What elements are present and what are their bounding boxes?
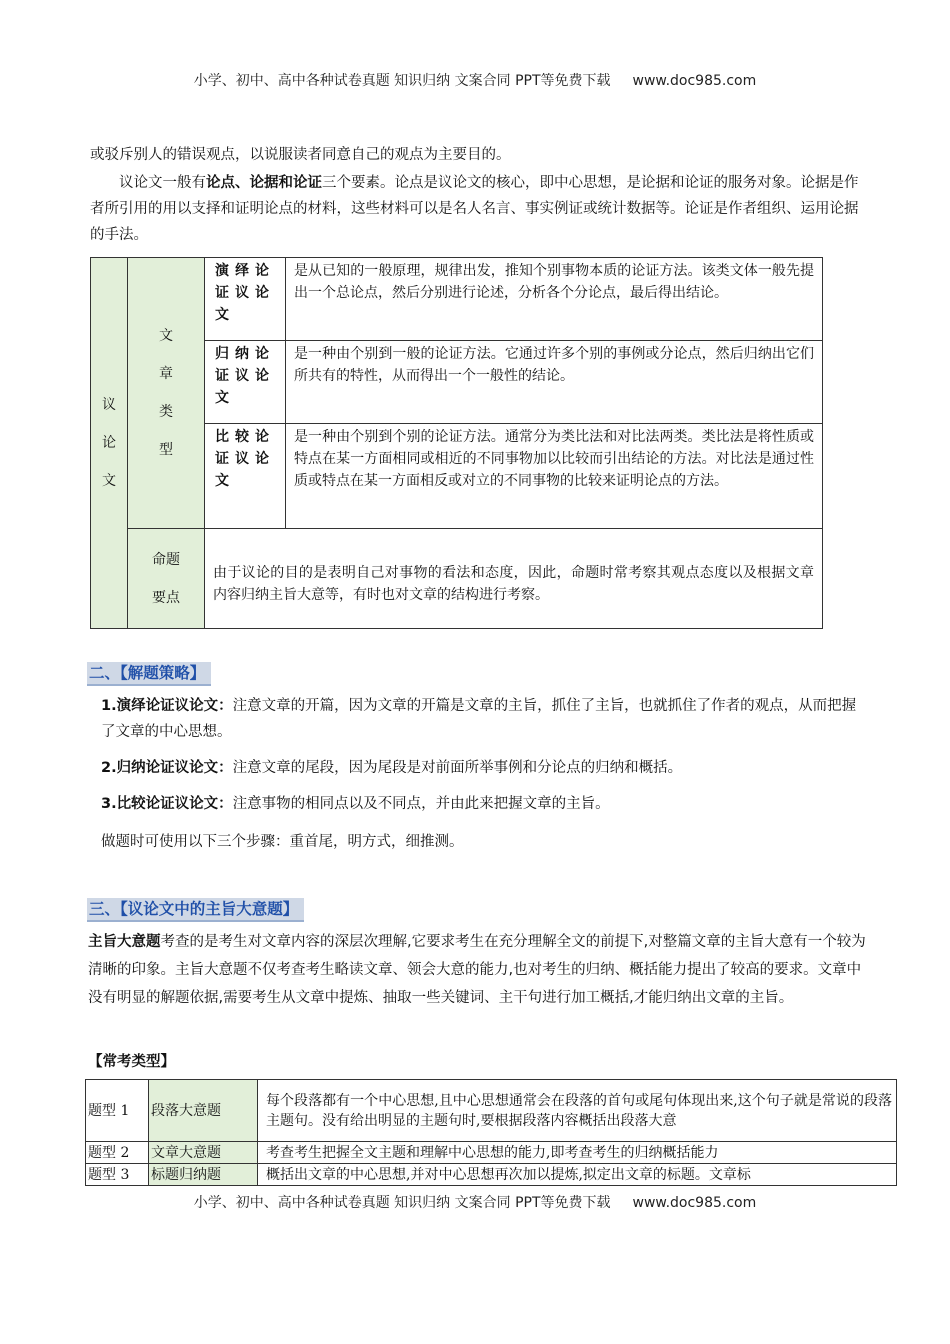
type-name-comparative: 比较论证议论文 [205, 424, 286, 529]
table-row [86, 1142, 897, 1164]
type-name: 标题归纳题 [149, 1164, 258, 1186]
key-points-label: 命题 要点 [128, 529, 205, 629]
type-desc-comparative: 是一种由个别到个别的论证方法。通常分为类比法和对比法两类。类比法是将性质或特点在某一方面相同或相近的不同事物加以比较而引出结论的方法。对比法是通过性质或特点在某一方面相反或对立的不同事物的比较来证明论点的方法。 [286, 424, 823, 529]
common-types-heading: 【常考类型】 [88, 1054, 175, 1070]
type-name: 段落大意题 [149, 1080, 258, 1142]
footer-url[interactable]: www.doc985.com [632, 1195, 757, 1211]
table-row [86, 1164, 897, 1186]
type-id: 题型 1 [86, 1080, 149, 1142]
intro-paragraph: 议论文一般有论点、论据和论证三个要素。论点是议论文的核心，即中心思想，是论据和论证的服务对象。论据是作者所引用的用以支择和证明论点的材料，这些材料可以是名人名言、事实例证或统计数据等。论证是作者组织、运用论据的手法。 [90, 175, 859, 243]
type-label-cell: 文 章 类 型 [128, 258, 205, 529]
strategy-item-1: 1.演绎论证议论文：注意文章的开篇，因为文章的开篇是文章的主旨，抓住了主旨，也就抓住了作者的观点，从而把握了文章的中心思想。 [101, 698, 857, 740]
header-url[interactable]: www.doc985.com [632, 73, 757, 89]
type-id: 题型 2 [86, 1142, 149, 1164]
intro-line: 或驳斥别人的错误观点，以说服读者同意自己的观点为主要目的。 [90, 147, 511, 163]
type-name-inductive: 归纳论证议论文 [205, 341, 286, 424]
strategy-steps: 做题时可使用以下三个步骤：重首尾，明方式，细推测。 [101, 834, 464, 850]
strategy-item-2: 2.归纳论证议论文：注意文章的尾段，因为尾段是对前面所举事例和分论点的归纳和概括。 [101, 760, 683, 776]
common-types-table [85, 1079, 897, 1186]
type-name: 文章大意题 [149, 1142, 258, 1164]
table-row [86, 1080, 897, 1142]
header-text: 小学、初中、高中各种试卷真题 知识归纳 文案合同 PPT等免费下载 [193, 73, 611, 89]
strategy-item-3: 3.比较论证议论文：注意事物的相同点以及不同点，并由此来把握文章的主旨。 [101, 796, 610, 812]
key-points-text: 由于议论的目的是表明自己对事物的看法和态度，因此，命题时常考察其观点态度以及根据文章内容归纳主旨大意等，有时也对文章的结构进行考察。 [205, 529, 823, 629]
type-desc: 概括出文章的中心思想,并对中心思想再次加以提炼,拟定出文章的标题。文章标 [258, 1164, 897, 1186]
footer-text: 小学、初中、高中各种试卷真题 知识归纳 文案合同 PPT等免费下载 [193, 1195, 611, 1211]
type-desc: 每个段落都有一个中心思想,且中心思想通常会在段落的首句或尾句体现出来,这个句子就是常说的段落主题句。没有给出明显的主题句时,要根据段落内容概括出段落大意 [258, 1080, 897, 1142]
argumentative-types-table [90, 257, 823, 629]
type-id: 题型 3 [86, 1164, 149, 1186]
type-desc-inductive: 是一种由个别到一般的论证方法。它通过许多个别的事例或分论点，然后归纳出它们所共有的特性，从而得出一个一般性的结论。 [286, 341, 823, 424]
page-header [0, 70, 950, 90]
elements-bold: 论点、论据和论证 [206, 175, 322, 191]
main-idea-paragraph: 主旨大意题考查的是考生对文章内容的深层次理解,它要求考生在充分理解全文的前提下,对整篇文章的主旨大意有一个较为清晰的印象。主旨大意题不仅考查考生略读文章、领会大意的能力,也对考生的归纳、概括能力提出了较高的要求。文章中没有明显的解题依据,需要考生从文章中提炼、抽取一些关键词、主干句进行加工概括,才能归纳出文章的主旨。 [88, 934, 866, 1006]
section-3-title: 三、【议论文中的主旨大意题】 [87, 898, 304, 922]
type-name-deductive: 演绎论证议论文 [205, 258, 286, 341]
page-footer [0, 1192, 950, 1212]
type-desc: 考查考生把握全文主题和理解中心思想的能力,即考查考生的归纳概括能力 [258, 1142, 897, 1164]
type-desc-deductive: 是从已知的一般原理，规律出发，推知个别事物本质的论证方法。该类文体一般先提出一个总论点，然后分别进行论述，分析各个分论点，最后得出结论。 [286, 258, 823, 341]
category-cell: 议 论 文 [91, 258, 128, 629]
section-2-title: 二、【解题策略】 [87, 662, 211, 686]
